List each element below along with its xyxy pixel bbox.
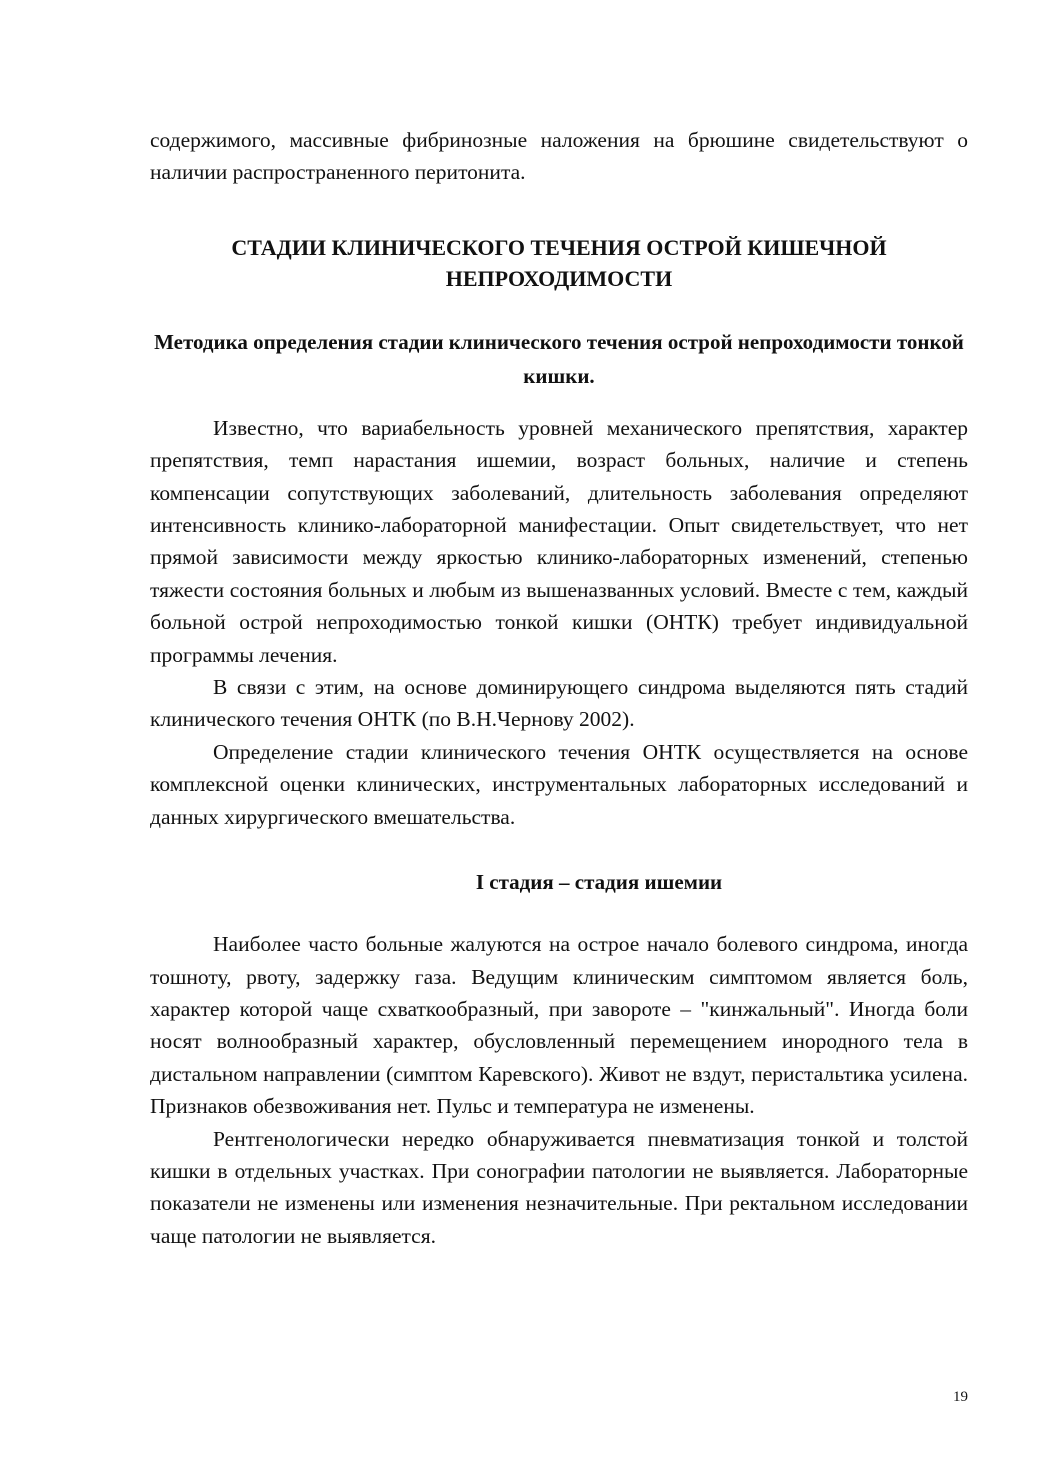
paragraph: Рентгенологически нередко обнаруживается пневматизация тонкой и толстой кишки в отдельных участках. При сонографии патологии не выявляется. Лабораторные показатели не изменены или изменения незначительные. При ректальном исследовании чаще патологии не выявляется.: [150, 1126, 968, 1248]
subsection-heading: Методика определения стадии клинического течения острой непроходимости тонкой кишки.: [154, 329, 964, 388]
paragraph: Известно, что вариабельность уровней механического препятствия, характер препятствия, темп нарастания ишемии, возраст больных, наличие и степень компенсации сопутствующих заболеваний, длительность заболевания определяют интенсивность клинико-лабораторной манифестации. Опыт свидетельствует, что нет прямой зависимости между яркостью клинико-лабораторных изменений, степенью тяжести состояния больных и любым из вышеназванных условий. Вместе с тем, каждый больной острой непроходимостью тонкой кишки (ОНТК) требует индивидуальной программы лечения.: [150, 415, 968, 667]
paragraph: В связи с этим, на основе доминирующего синдрома выделяются пять стадий клинического течения ОНТК (по В.Н.Чернову 2002).: [150, 675, 968, 732]
paragraph: Наиболее часто больные жалуются на острое начало болевого синдрома, иногда тошноту, рвоту, задержку газа. Ведущим клиническим симптомом является боль, характер которой чаще схваткообразный, при завороте – "кинжальный". Иногда боли носят волнообразный характер, обусловленный перемещением инородного тела в дистальном направлении (симптом Каревского). Живот не вздут, перистальтика усилена. Признаков обезвоживания нет. Пульс и температура не изменены.: [150, 932, 968, 1119]
paragraph: Определение стадии клинического течения ОНТК осуществляется на основе комплексной оценки клинических, инструментальных лабораторных исследований и данных хирургического вмешательства.: [150, 739, 968, 829]
document-page: [150, 124, 968, 1252]
paragraph-continuation: содержимого, массивные фибринозные наложения на брюшине свидетельствуют о наличии распространенного перитонита.: [150, 128, 968, 185]
stage-heading: I стадия – стадия ишемии: [475, 870, 723, 895]
page-number: 19: [953, 1389, 968, 1405]
section-heading: СТАДИИ КЛИНИЧЕСКОГО ТЕЧЕНИЯ ОСТРОЙ КИШЕЧНОЙ НЕПРОХОДИМОСТИ: [231, 234, 887, 291]
